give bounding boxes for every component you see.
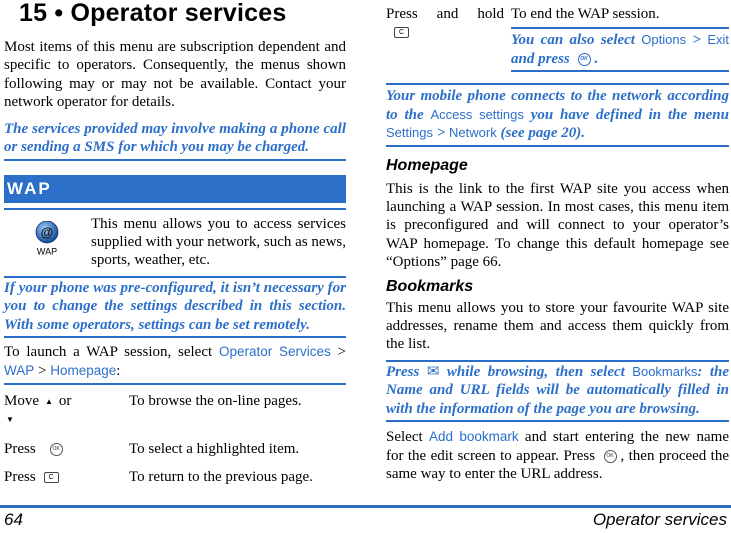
network-note: Your mobile phone connects to the network according to the Access settings you have defined in the menu Settings > Network (see page 20). <box>386 88 729 141</box>
bookmarks-note: Press ✉ while browsing, then select Bookmarks: the Name and URL fields will be automatically filled in with the information of the page you are browsing. <box>386 363 729 417</box>
launch-instruction: To launch a WAP session, select Operator Services > WAP > Homepage: <box>4 344 346 379</box>
page-number: 64 <box>4 510 23 529</box>
down-arrow-icon: ▼ <box>6 415 14 425</box>
divider <box>511 70 729 72</box>
bookmarks-heading: Bookmarks <box>386 277 474 295</box>
menu-settings: Settings <box>386 125 433 140</box>
key-row-back: Press C To return to the previous page. <box>4 468 346 486</box>
envelope-key-icon: ✉ <box>426 363 440 380</box>
menu-wap: WAP <box>4 362 35 378</box>
homepage-text: This is the link to the first WAP site you access when launching a WAP session. In most cases, this menu item is preconfigured and will connect to your operator’s WAP homepage. To change this default homepage see “Options” page 66. <box>386 180 729 271</box>
divider <box>4 276 346 278</box>
up-arrow-icon: ▲ <box>45 396 53 406</box>
key-desc: To select a highlighted item. <box>129 441 300 458</box>
chapter-title: 15 • Operator services <box>19 0 287 27</box>
divider <box>386 83 729 85</box>
key-desc: To return to the previous page. <box>129 469 313 486</box>
ok-key-icon: OK <box>50 443 63 456</box>
footer-section-title: Operator services <box>592 510 727 529</box>
wap-icon-label: WAP <box>36 246 58 257</box>
svg-text:@: @ <box>40 224 54 240</box>
menu-options: Options <box>641 32 687 47</box>
homepage-heading: Homepage <box>386 156 468 174</box>
menu-access-settings: Access settings <box>430 106 524 122</box>
menu-add-bookmark: Add bookmark <box>428 429 519 445</box>
menu-exit: Exit <box>707 32 729 47</box>
divider <box>4 336 346 338</box>
divider <box>386 360 729 362</box>
wap-section-heading: WAP <box>4 175 346 203</box>
clear-key-icon: C <box>394 27 409 38</box>
ok-key-icon: OK <box>604 450 617 463</box>
right-column <box>386 0 729 483</box>
key-row-move: Move ▲ or ▼ To browse the on-line pages. <box>4 392 346 432</box>
preconfigured-note: If your phone was pre-configured, it isn’t necessary for you to change the settings described in this section. With some operators, settings can be set remotely. <box>4 279 346 333</box>
add-bookmark-instruction: Select Add bookmark and start entering the new name for the edit screen to appear. Press OK , then proceed the same way to enter the URL address. <box>386 429 730 483</box>
menu-network: Network <box>449 125 497 140</box>
divider <box>4 159 346 161</box>
footer-divider <box>0 505 731 508</box>
divider <box>4 208 346 210</box>
key-desc: To end the WAP session. <box>511 6 660 22</box>
key-desc: To browse the on-line pages. <box>129 393 302 410</box>
divider <box>386 145 729 147</box>
menu-bookmarks: Bookmarks <box>632 363 698 379</box>
wap-globe-icon <box>30 221 64 257</box>
clear-key-icon: C <box>44 472 59 483</box>
key-row-end: Press and hold C To end the WAP session. You can also select Options > Exit and press OK . <box>386 5 729 72</box>
charges-note: The services provided may involve making a phone call or sending a SMS for which you may be charged. <box>4 120 346 156</box>
divider <box>386 420 729 422</box>
intro-paragraph: Most items of this menu are subscription dependent and specific to operators. Consequently, the menus shown following may or may not be available. Contact your network operator for details. <box>4 39 346 111</box>
menu-operator-services: Operator Services <box>218 344 331 360</box>
exit-note: You can also select Options > Exit and press OK . <box>511 32 729 67</box>
menu-homepage: Homepage <box>50 362 117 378</box>
divider <box>511 27 729 29</box>
wap-description: This menu allows you to access services supplied with your network, such as news, sports, weather, etc. <box>91 215 346 269</box>
key-row-select: Press OK To select a highlighted item. <box>4 440 346 458</box>
divider <box>4 383 346 385</box>
bookmarks-text: This menu allows you to store your favourite WAP site addresses, rename them and access them quickly from the list. <box>386 299 729 353</box>
ok-key-icon: OK <box>578 53 591 66</box>
